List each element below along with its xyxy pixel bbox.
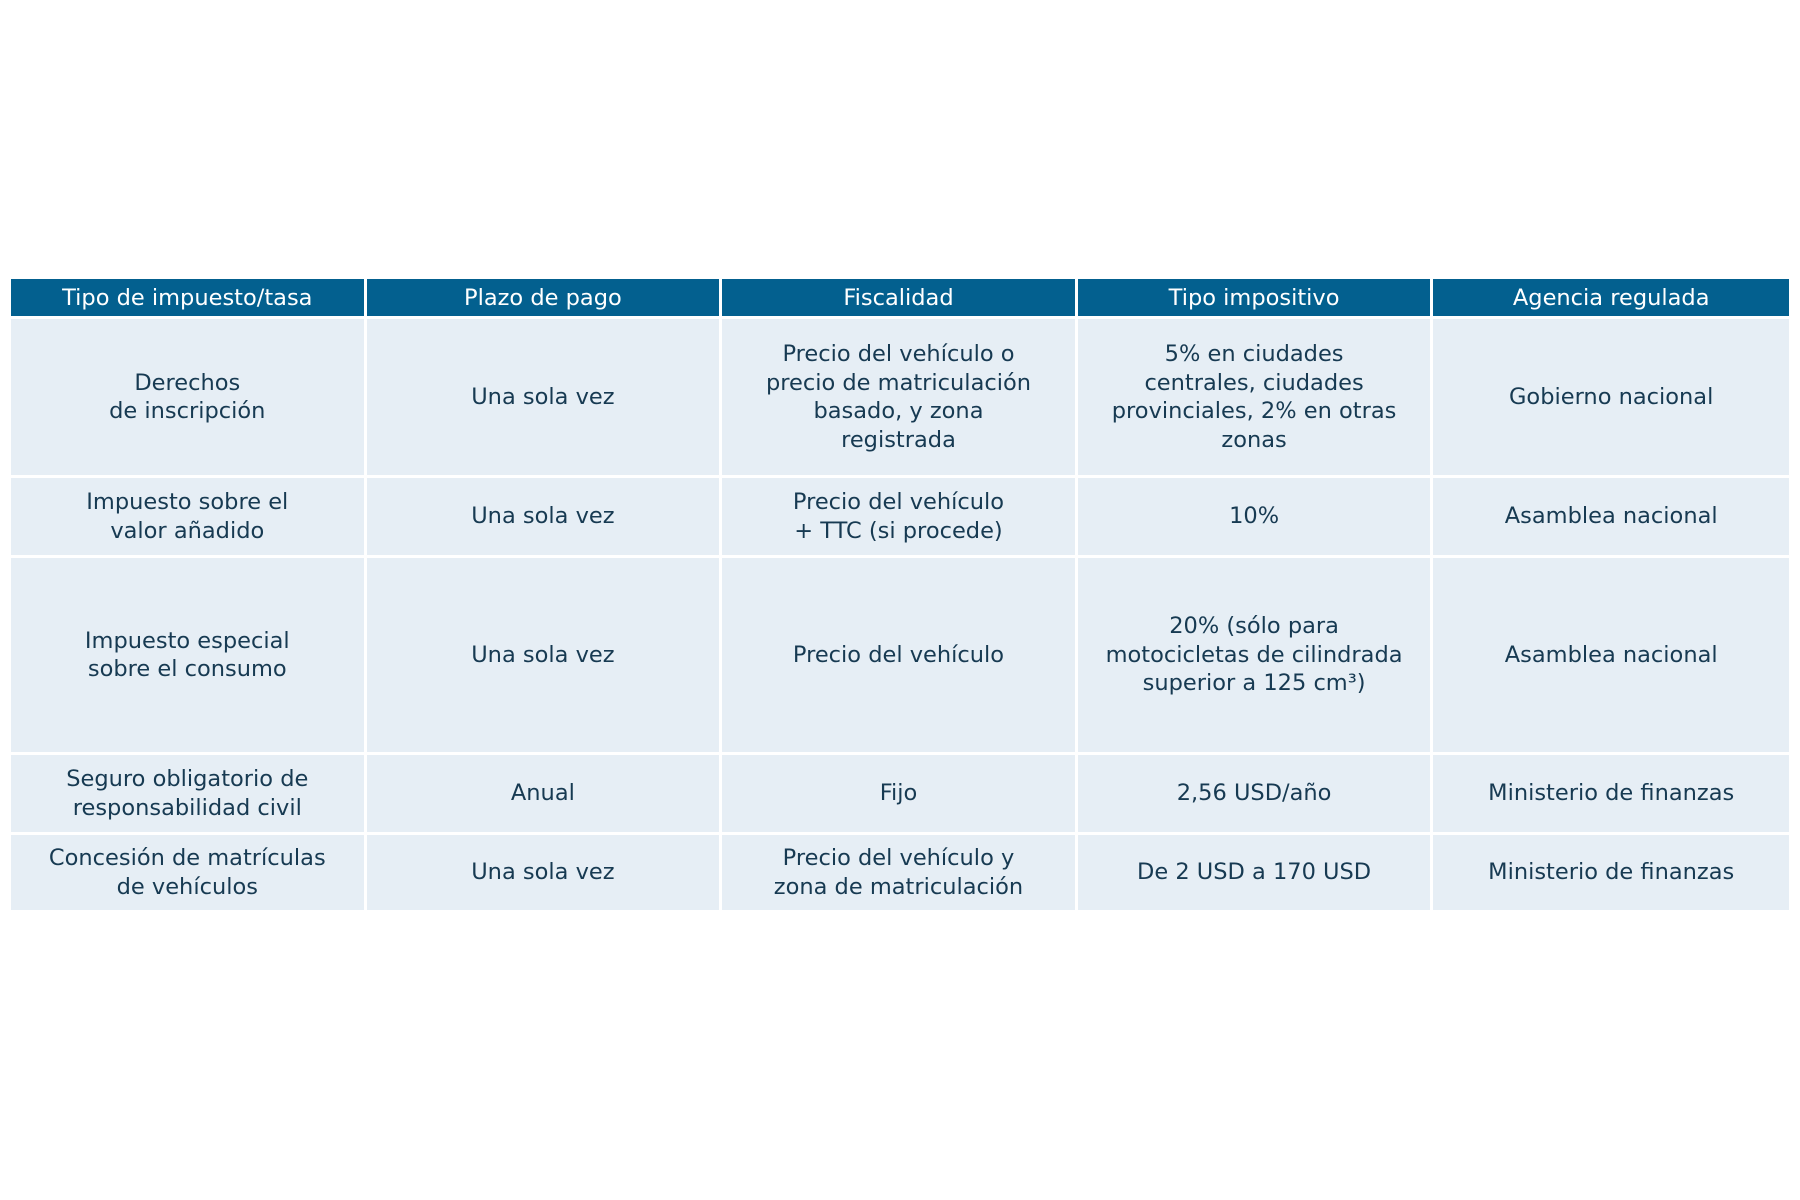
cell-text: 10% <box>1229 503 1280 530</box>
cell-text: Gobierno nacional <box>1509 383 1714 410</box>
cell-text: 5% en ciudades centrales, ciudades provinciales, 2% en otras zonas <box>1111 341 1397 453</box>
cell-text: Concesión de matrículas de vehículos <box>48 845 326 900</box>
table-cell <box>367 755 723 835</box>
cell-text: Asamblea nacional <box>1504 641 1718 668</box>
cell-text: 20% (sólo para motocicletas de cilindrada superior a 125 cm³) <box>1105 613 1403 697</box>
table-cell <box>722 319 1078 478</box>
table-row <box>11 319 1789 478</box>
table-cell <box>1078 835 1434 913</box>
table-cell <box>722 558 1078 755</box>
table-cell <box>1433 835 1789 913</box>
table-cell <box>1078 558 1434 755</box>
table-row <box>11 478 1789 558</box>
cell-text: Una sola vez <box>471 383 615 410</box>
table-cell <box>11 755 367 835</box>
cell-text: Una sola vez <box>471 859 615 886</box>
cell-text: Una sola vez <box>471 503 615 530</box>
table-cell <box>11 558 367 755</box>
table-cell <box>367 558 723 755</box>
header-fiscalidad: Fiscalidad <box>722 279 1078 319</box>
cell-text: Asamblea nacional <box>1504 503 1718 530</box>
cell-text: Una sola vez <box>471 641 615 668</box>
table-cell <box>1433 558 1789 755</box>
table-cell <box>1078 319 1434 478</box>
table-cell <box>367 319 723 478</box>
table-row <box>11 835 1789 913</box>
table-cell <box>367 478 723 558</box>
cell-text: Impuesto sobre el valor añadido <box>86 489 289 544</box>
table-cell <box>1078 755 1434 835</box>
table-cell <box>1078 478 1434 558</box>
table-cell <box>1433 319 1789 478</box>
cell-text: Ministerio de finanzas <box>1488 780 1735 807</box>
table-header-row <box>11 279 1789 319</box>
table-cell <box>722 835 1078 913</box>
cell-text: Ministerio de finanzas <box>1488 859 1735 886</box>
cell-text: Precio del vehículo y zona de matriculación <box>773 845 1024 900</box>
header-tipo-impuesto: Tipo de impuesto/tasa <box>11 279 367 319</box>
header-agencia-regulada: Agencia regulada <box>1433 279 1789 319</box>
table-cell <box>11 835 367 913</box>
table-cell <box>722 478 1078 558</box>
cell-text: Seguro obligatorio de responsabilidad civil <box>66 766 309 821</box>
table-cell <box>1433 755 1789 835</box>
table-row <box>11 558 1789 755</box>
cell-text: De 2 USD a 170 USD <box>1137 859 1372 886</box>
tax-table <box>11 279 1789 913</box>
cell-text: 2,56 USD/año <box>1176 780 1332 807</box>
header-tipo-impositivo: Tipo impositivo <box>1078 279 1434 319</box>
header-plazo-pago: Plazo de pago <box>367 279 723 319</box>
cell-text: Anual <box>510 780 575 807</box>
table-cell <box>1433 478 1789 558</box>
cell-text: Precio del vehículo <box>792 641 1005 668</box>
table-cell <box>11 319 367 478</box>
table-cell <box>367 835 723 913</box>
cell-text: Derechos de inscripción <box>109 369 266 424</box>
cell-text: Precio del vehículo o precio de matriculación basado, y zona registrada <box>765 341 1031 453</box>
cell-text: Precio del vehículo + TTC (si procede) <box>792 489 1005 544</box>
cell-text: Fijo <box>879 780 918 807</box>
table-row <box>11 755 1789 835</box>
table-cell <box>722 755 1078 835</box>
table-cell <box>11 478 367 558</box>
cell-text: Impuesto especial sobre el consumo <box>84 627 290 682</box>
